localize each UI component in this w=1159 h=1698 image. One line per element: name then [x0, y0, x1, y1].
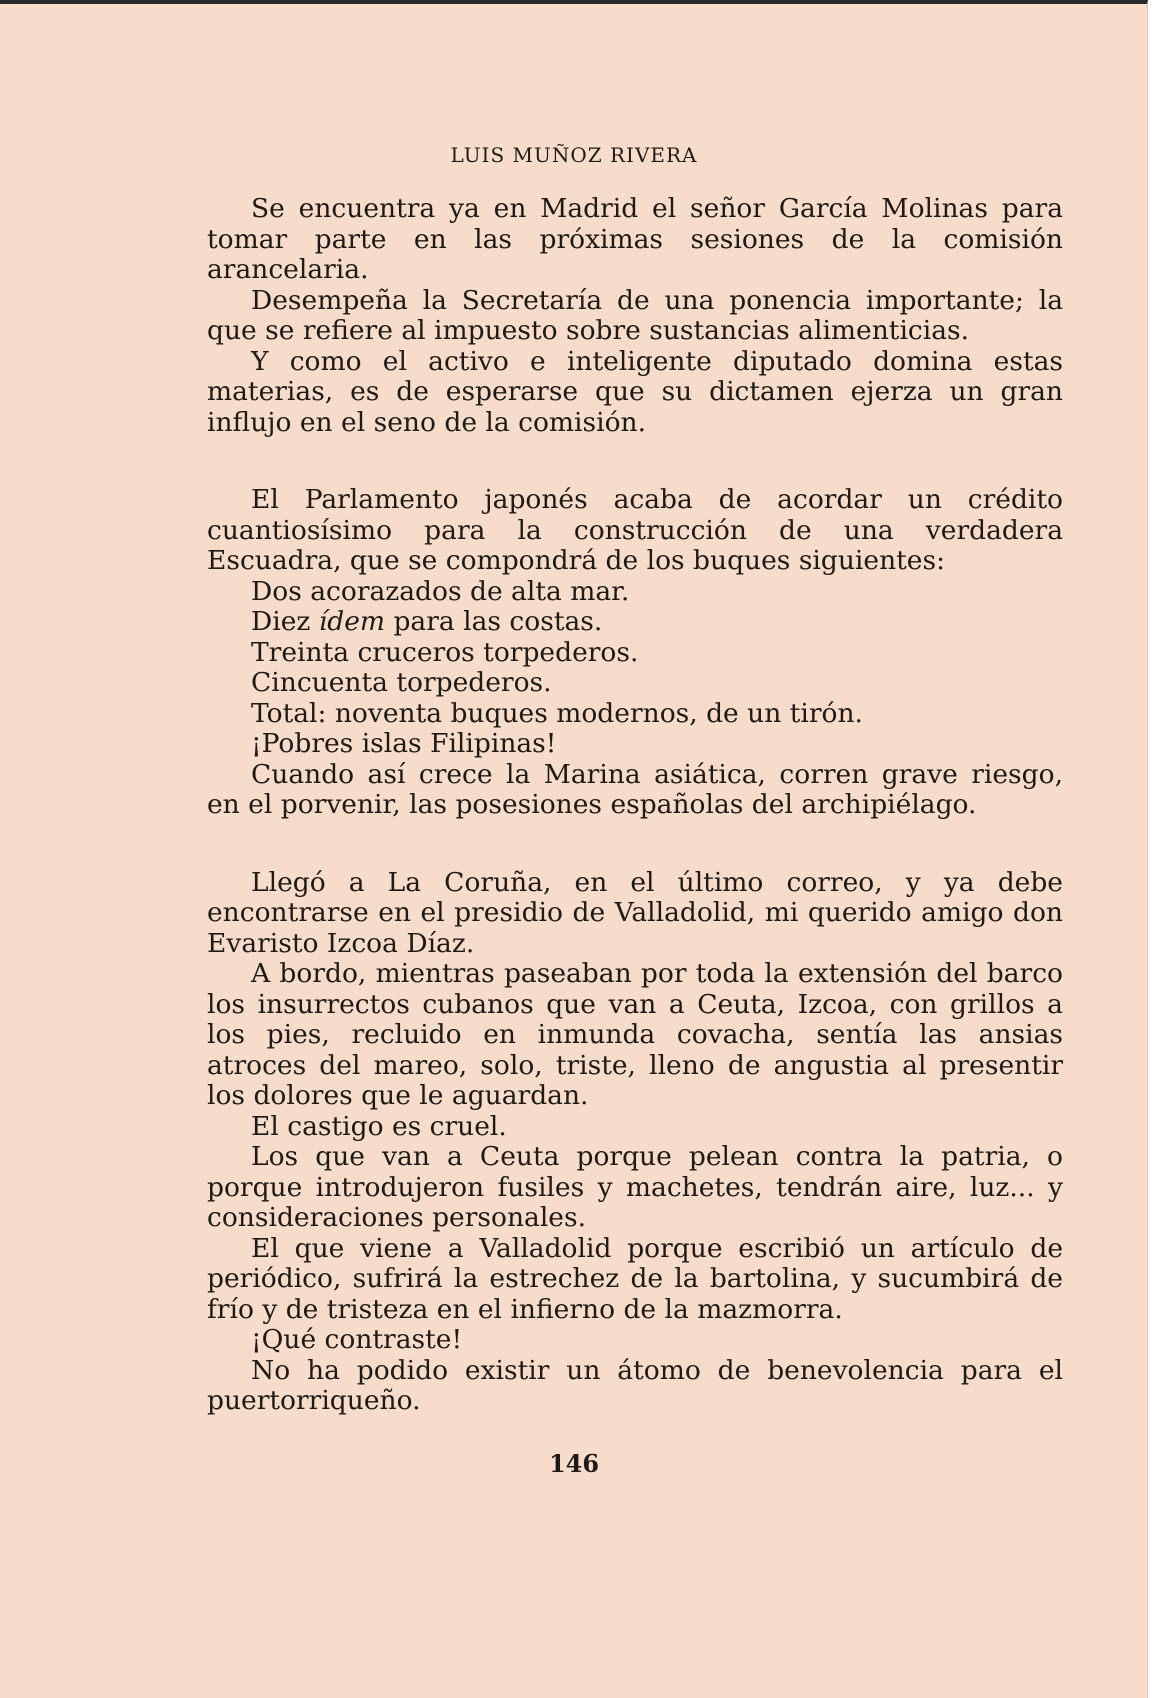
running-header: LUIS MUÑOZ RIVERA [450, 143, 698, 167]
paragraph: Y como el activo e inteligente diputado domina estas materias, es de esperarse que su dictamen ejerza un gran influjo en el seno de la comisión. [207, 345, 1063, 438]
paragraph: El castigo es cruel. [251, 1110, 507, 1142]
paragraph: Se encuentra ya en Madrid el señor García Molinas para tomar parte en las próximas sesiones de la comisión arancelaria. [207, 193, 1063, 285]
page-number: 146 [548, 1449, 600, 1478]
paragraph: Total: noventa buques modernos, de un tirón. [251, 697, 863, 729]
paragraph: El que viene a Valladolid porque escribió un artículo de periódico, sufrirá la estrechez de la bartolina, y sucumbirá de frío y de tristeza en el infierno de la mazmorra. [207, 1232, 1063, 1325]
paragraph: Llegó a La Coruña, en el último correo, y ya debe encontrarse en el presidio de Valladolid, mi querido amigo don Evaristo Izcoa Díaz. [207, 866, 1063, 959]
paragraph: El Parlamento japonés acaba de acordar un crédito cuantiosísimo para la construcción de una verdadera Escuadra, que se compondrá de los buques siguientes: [207, 484, 1063, 576]
list-item: Dos acorazados de alta mar. [251, 575, 630, 607]
paragraph: No ha podido existir un átomo de benevolencia para el puertorriqueño. [207, 1354, 1063, 1416]
text-run: Diez [251, 606, 319, 637]
text-run: para las costas. [385, 606, 603, 637]
section-garcia-molinas [207, 194, 1063, 438]
list-item: Treinta cruceros torpederos. [251, 636, 639, 668]
paragraph: A bordo, mientras paseaban por toda la extensión del barco los insurrectos cubanos que van a Ceuta, Izcoa, con grillos a los pies, recluido en inmunda covacha, sentía las ansias atroces del mareo, solo, triste, lleno de angustia al presentir los dolores que le aguardan. [207, 958, 1063, 1111]
paragraph: Desempeña la Secretaría de una ponencia importante; la que se refiere al impuesto sobre sustancias alimenticias. [207, 284, 1063, 346]
paragraph: Cuando así crece la Marina asiática, corren grave riesgo, en el porvenir, las posesiones españolas del archipiélago. [207, 758, 1063, 820]
list-item: Cincuenta torpederos. [251, 667, 552, 698]
section-izcoa [207, 868, 1063, 1417]
paragraph: ¡Qué contraste! [251, 1324, 463, 1355]
paragraph: Los que van a Ceuta porque pelean contra la patria, o porque introdujeron fusiles y machetes, tendrán aire, luz... y consideraciones personales. [207, 1141, 1063, 1233]
list-item [207, 607, 1063, 638]
section-japanese-navy [207, 485, 1063, 821]
italic-word: ídem [318, 606, 386, 637]
page-body [207, 194, 1063, 1417]
paragraph: ¡Pobres islas Filipinas! [251, 728, 557, 759]
